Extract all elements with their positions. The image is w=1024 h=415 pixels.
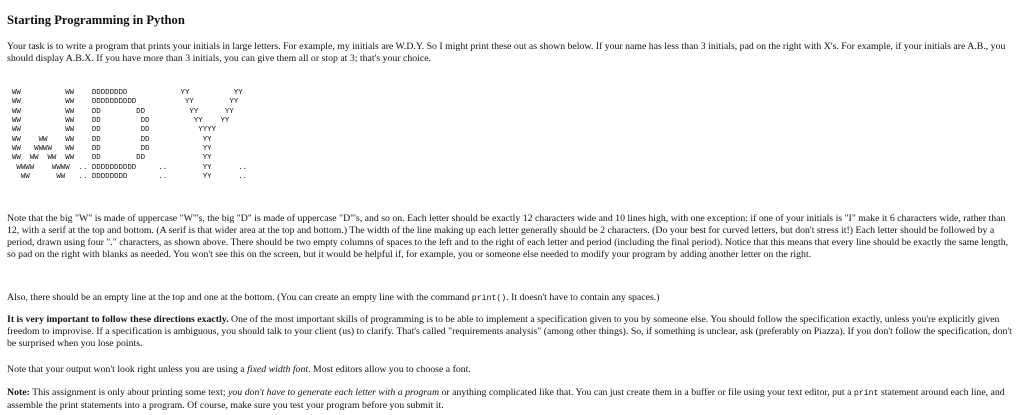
final-note-part3: statement around each line, and assemble the print statements into a program. Of course, make sure you test your program before you submit it.	[7, 387, 1005, 411]
print-command-code: print()	[471, 294, 507, 303]
letter-spec-paragraph: Note that the big "W" is made of uppercase "W"'s, the big "D" is made of uppercase "D"'s, and so on. Each letter should be exactly 12 characters wide and 10 lines high, with one exception: if one of your initials is "I" make it 6 characters wide, rather than 12, with a serif at the top and bottom. (A serif is that wider area at the top and bottom.) The width of the line making up each letter generally should be 2 characters. (Do your best for curved letters, but don't stress it!) Each letter should be followed by a period, drawn using four "." characters, as shown above. There should be two empty columns of spaces to the left and to the right of each letter and period (including the final period). Notice that this means that every line should be exactly the same length, so pad on the right with blanks as needed. You won't see this on the screen, but it would be helpful if, for example, you or someone else needed to modify your program by adding another letter on the right.	[7, 213, 1009, 260]
font-note-before: Note that your output won't look right unless you are using a	[7, 364, 248, 375]
fixed-width-font-emphasis: fixed width font	[247, 364, 309, 375]
importance-text: One of the most important skills of programming is to be able to implement a specification given to you by someone else. You should follow the specification exactly, unless you're explicitly given freedom to improvise. If a specification is ambiguous, you should talk to your client (us) to clarify. That's called "requirements analysis" (among other things). So, if something is unclear, ask (preferably on Piazza). If you don't follow the specification, don't be surprised when you lose points.	[7, 314, 1012, 349]
empty-line-text-before: Also, there should be an empty line at the top and one at the bottom. (You can create an empty line with the command	[7, 292, 472, 303]
empty-line-paragraph	[7, 292, 1015, 305]
final-note-part2: or anything complicated like that. You can just create them in a buffer or file using your text editor, put a	[439, 387, 854, 398]
intro-paragraph: Your task is to write a program that prints your initials in large letters. For example, my initials are W.D.Y. So I might print these out as shown below. If your name has less than 3 initials, pad on the right with X's. For example, if your initials are A.B., you should display A.B.X. If you have more than 3 initials, you can give them all or stop at 3; that's your choice.	[7, 41, 1006, 64]
final-note-label: Note:	[7, 387, 30, 398]
final-note-emphasis: you don't have to generate each letter with a program	[228, 387, 440, 398]
page-title: Starting Programming in Python	[7, 13, 185, 27]
empty-line-text-after: . It doesn't have to contain any spaces.)	[506, 292, 660, 303]
final-note-paragraph	[7, 387, 1015, 412]
font-note-after: . Most editors allow you to choose a font.	[308, 364, 471, 375]
importance-heading: It is very important to follow these directions exactly.	[7, 314, 229, 325]
final-note-part1: This assignment is only about printing some text;	[29, 387, 229, 398]
importance-paragraph	[7, 314, 1015, 350]
font-note-paragraph	[7, 364, 1015, 376]
initials-banner: WW WW DDDDDDDD YY YY WW WW DDDDDDDDDD YY YY WW WW DD DD YY YY WW WW DD DD YY YY WW WW DD DD YYYY WW WW WW DD DD YY WW WWWW WW DD DD YY WW WW WW WW DD DD YY WWWW WWWW .. DDDDDDDDDD .. YY .. WW WW .. DDDDDDDD .. YY ..	[12, 89, 248, 182]
print-keyword-code: print	[853, 389, 879, 398]
